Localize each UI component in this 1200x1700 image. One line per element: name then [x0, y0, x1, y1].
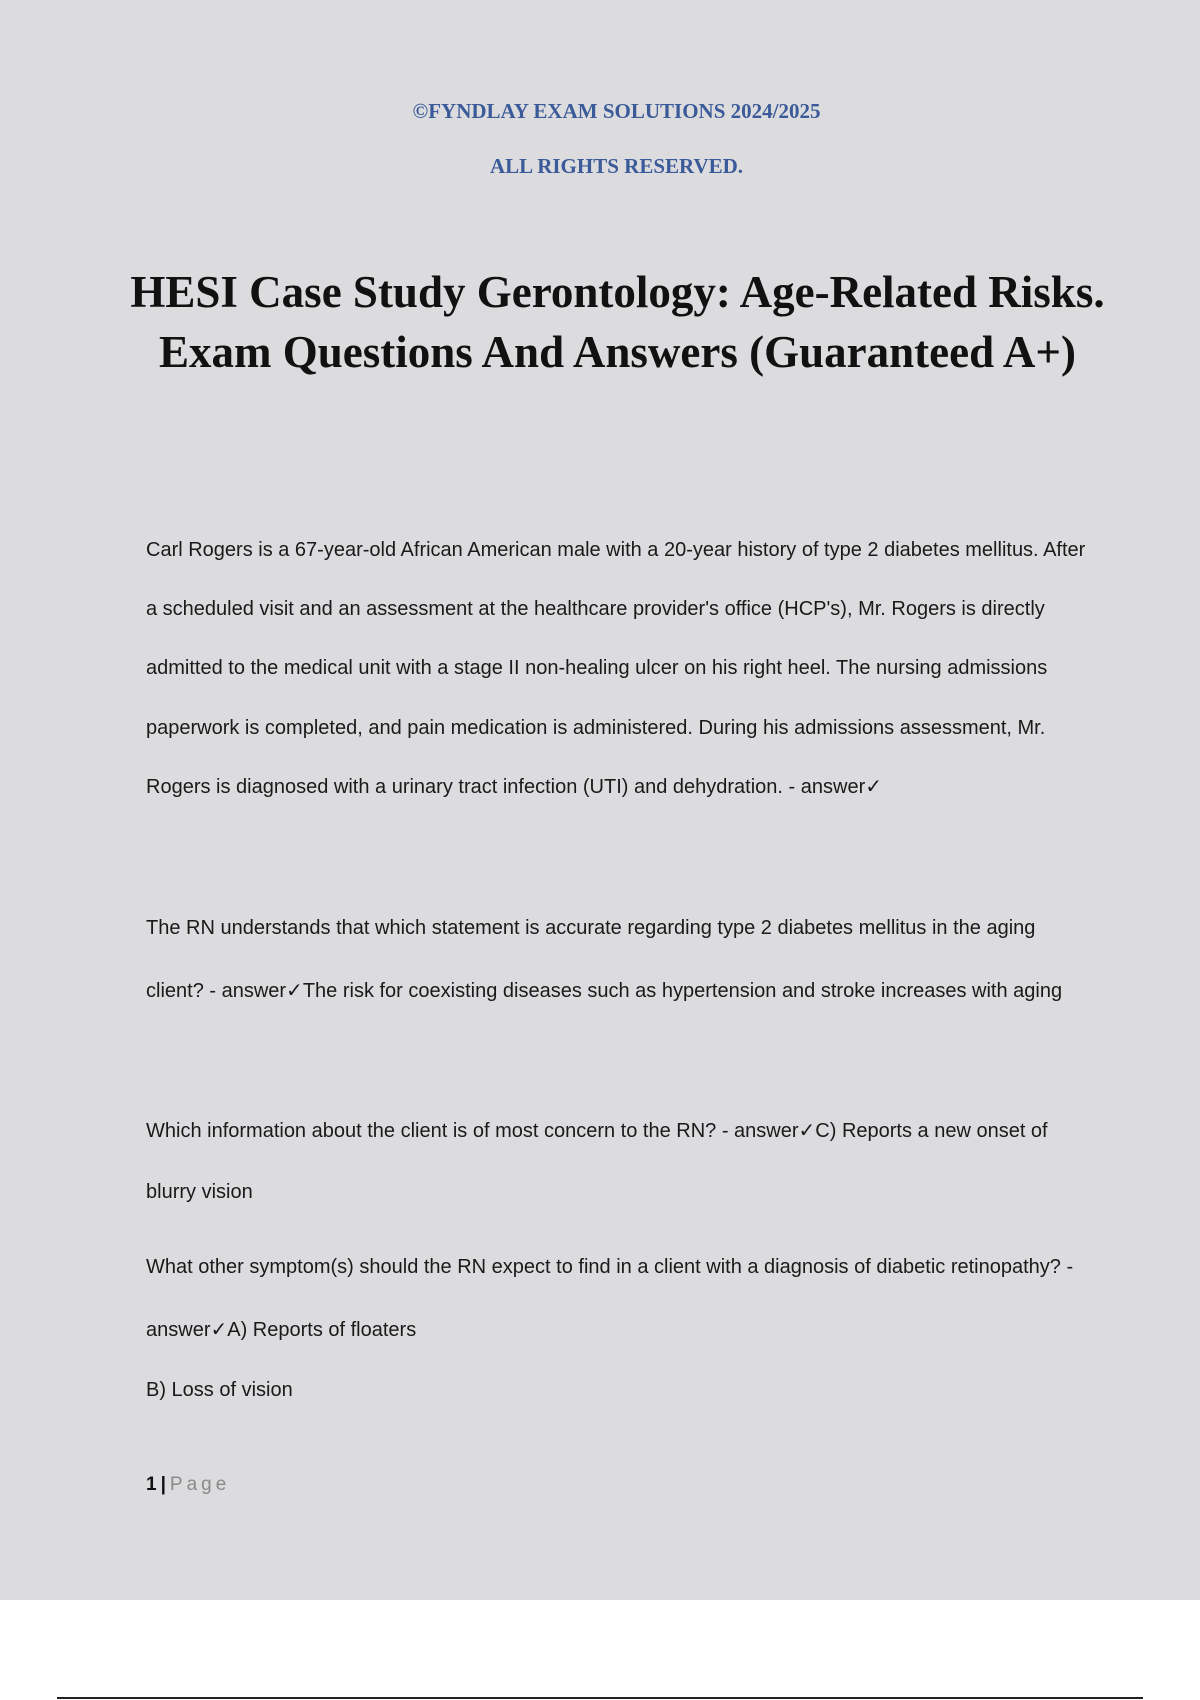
rights-reserved-header: ALL RIGHTS RESERVED.	[489, 154, 744, 178]
copyright-header: ©FYNDLAY EXAM SOLUTIONS 2024/2025	[412, 99, 821, 123]
footer-separator: |	[160, 1474, 166, 1495]
bottom-divider	[57, 1697, 1143, 1699]
case-intro-paragraph: Carl Rogers is a 67-year-old African American male with a 20-year history of type 2 diabetes mellitus. After a scheduled visit and an assessment at the healthcare provider's office (HCP's), Mr. Rogers is directly admitted to the medical unit with a stage II non-healing ulcer on his right heel. The nursing admissions paperwork is completed, and pain medication is administered. During his admissions assessment, Mr. Rogers is diagnosed with a urinary tract infection (UTI) and dehydration. - answer✓	[146, 539, 1086, 798]
question-answer-paragraph: Which information about the client is of most concern to the RN? - answer✓C) Reports a new onset of blurry vision	[146, 1120, 1048, 1203]
question-answer-paragraph: The RN understands that which statement is accurate regarding type 2 diabetes mellitus in the aging client? - answer✓The risk for coexisting diseases such as hypertension and stroke increases with aging	[146, 917, 1063, 1002]
page-footer	[146, 1472, 230, 1498]
page-label: Page	[169, 1474, 231, 1495]
document-title: HESI Case Study Gerontology: Age-Related Risks. Exam Questions And Answers (Guaranteed A+)	[130, 267, 1105, 377]
question-answer-paragraph: What other symptom(s) should the RN expect to find in a client with a diagnosis of diabetic retinopathy? - answer✓A) Reports of floaters	[146, 1256, 1074, 1341]
page-number: 1	[146, 1474, 157, 1495]
answer-option-paragraph: B) Loss of vision	[146, 1379, 293, 1401]
